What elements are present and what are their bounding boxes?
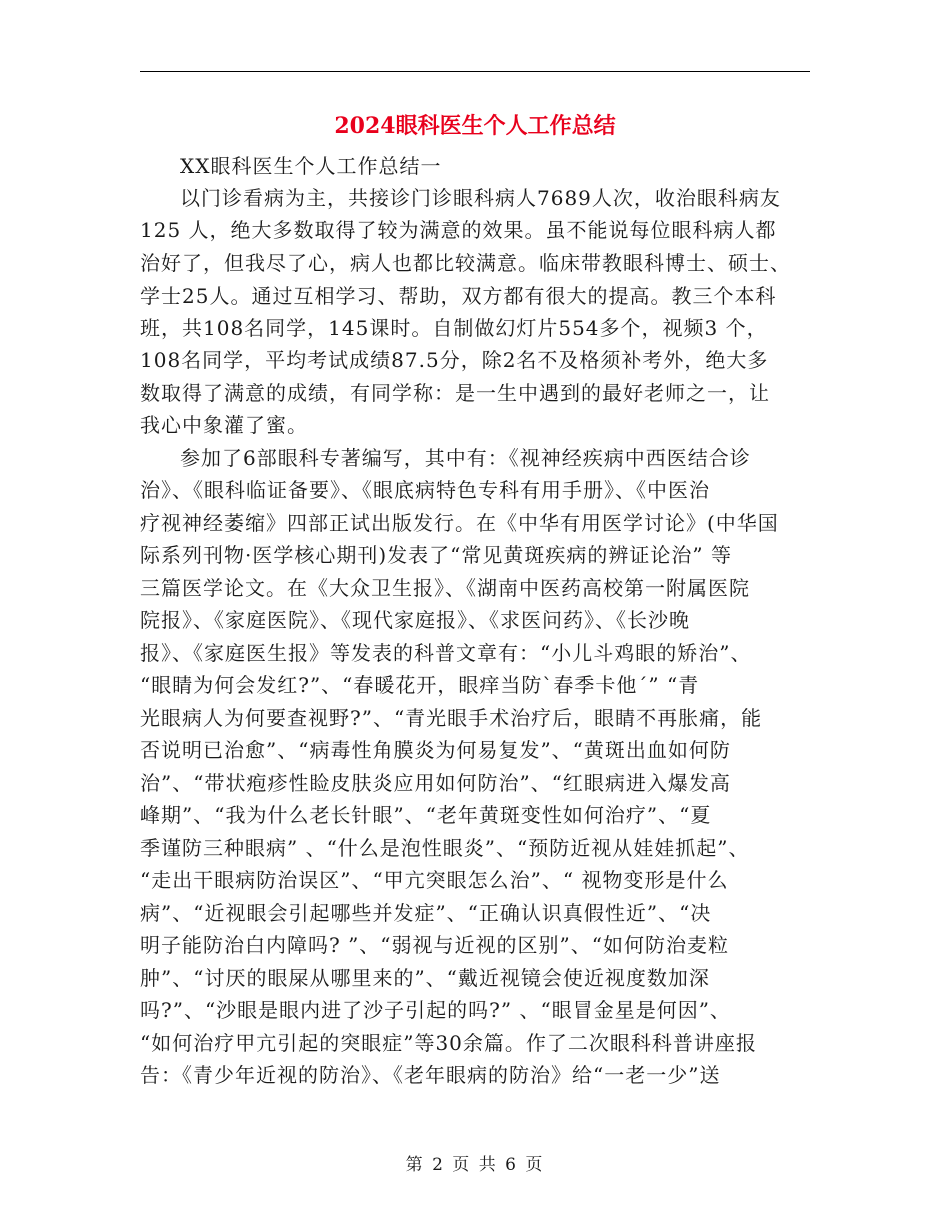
- page-number-footer: 第 2 页 共 6 页: [405, 1155, 545, 1175]
- body-line: 季谨防三种眼病” 、“什么是泡性眼炎”、“预防近视从娃娃抓起”、: [140, 836, 750, 860]
- body-line: 院报》、《家庭医院》、《现代家庭报》、《求医问药》、《长沙晚: [140, 608, 690, 632]
- header-rule: [140, 71, 810, 72]
- document-title: 2024眼科医生个人工作总结: [334, 113, 616, 139]
- body-line: 峰期”、“我为什么老长针眼”、“老年黄斑变性如何治疗”、“夏: [140, 803, 712, 827]
- body-line: 肿”、“讨厌的眼屎从哪里来的”、“戴近视镜会使近视度数加深: [140, 966, 710, 990]
- body-line: “如何治疗甲亢引起的突眼症”等30余篇。作了二次眼科科普讲座报: [140, 1031, 757, 1055]
- body-line: 学士25人。通过互相学习、帮助，双方都有很大的提高。教三个本科: [140, 284, 777, 308]
- body-line: 病”、“近视眼会引起哪些并发症”、“正确认识真假性近”、“决: [140, 901, 712, 925]
- body-line: 班，共108名同学，145课时。自制做幻灯片554多个，视频3 个，: [140, 316, 768, 340]
- body-line: 125 人，绝大多数取得了较为满意的效果。虽不能说每位眼科病人都: [140, 218, 777, 242]
- body-line: 治好了，但我尽了心，病人也都比较满意。临床带教眼科博士、硕士、: [140, 251, 791, 275]
- body-line: 参加了6部眼科专著编写，其中有：《视神经疾病中西医结合诊: [180, 446, 751, 470]
- body-line: “眼睛为何会发红?”、“春暖花开，眼痒当防`春季卡他´” “青: [140, 673, 700, 697]
- body-line: 数取得了满意的成绩，有同学称：是一生中遇到的最好老师之一，让: [140, 381, 770, 405]
- body-line: 治》、《眼科临证备要》、《眼底病特色专科有用手册》、《中医治: [140, 478, 710, 502]
- body-line: 三篇医学论文。在《大众卫生报》、《湖南中医药高校第一附属医院: [140, 576, 750, 600]
- body-line: 光眼病人为何要查视野?”、“青光眼手术治疗后，眼睛不再胀痛，能: [140, 706, 763, 730]
- body-line: 吗?”、“沙眼是眼内进了沙子引起的吗?” 、“眼冒金星是何因”、: [140, 998, 731, 1022]
- body-line: 治”、“带状疱疹性睑皮肤炎应用如何防治”、“红眼病进入爆发高: [140, 771, 731, 795]
- body-line: 以门诊看病为主，共接诊门诊眼科病人7689人次，收治眼科病友: [180, 186, 781, 210]
- body-line: XX眼科医生个人工作总结一: [180, 154, 442, 178]
- body-line: “走出干眼病防治误区”、“甲亢突眼怎么治”、“ 视物变形是什么: [140, 868, 729, 892]
- body-line: 告：《青少年近视的防治》、《老年眼病的防治》给“一老一少”送: [140, 1063, 721, 1087]
- body-line: 报》、《家庭医生报》等发表的科普文章有：“小儿斗鸡眼的矫治”、: [140, 641, 752, 665]
- body-line: 明子能防治白内障吗? ”、“弱视与近视的区别”、“如何防治麦粒: [140, 933, 729, 957]
- body-line: 际系列刊物·医学核心期刊)发表了“常见黄斑疾病的辨证论治” 等: [140, 543, 732, 567]
- body-line: 否说明已治愈”、“病毒性角膜炎为何易复发”、“黄斑出血如何防: [140, 738, 731, 762]
- body-line: 疗视神经萎缩》四部正试出版发行。在《中华有用医学讨论》(中华国: [140, 511, 779, 535]
- body-line: 108名同学，平均考试成绩87.5分，除2名不及格须补考外，绝大多: [140, 348, 769, 372]
- body-line: 我心中象灌了蜜。: [140, 413, 308, 437]
